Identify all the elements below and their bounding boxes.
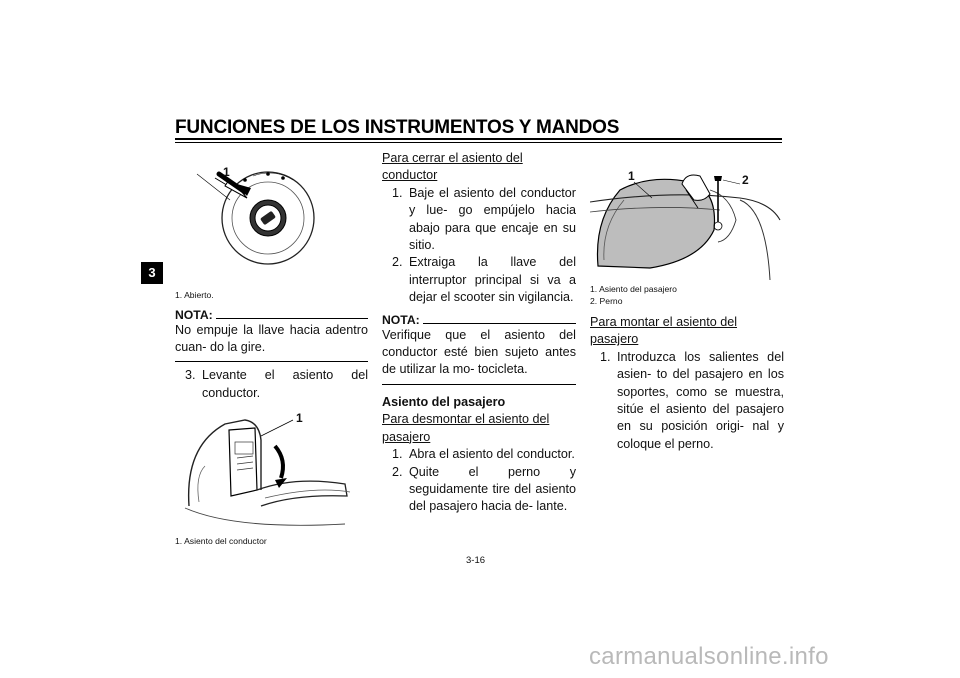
list-item: 1. Baje el asiento del conductor y lue- go empújelo hacia abajo para que encaje en su sitio. xyxy=(392,185,576,253)
figure-passenger-seat xyxy=(590,150,784,307)
page-header-title: FUNCIONES DE LOS INSTRUMENTOS Y MANDOS xyxy=(175,117,620,138)
footer-watermark: carmanualsonline.info xyxy=(589,643,829,670)
driver-seat-illustration xyxy=(175,406,368,534)
chapter-tab: 3 xyxy=(141,262,163,284)
figure2-callout: 1 xyxy=(296,411,303,426)
subheading-install-passenger-seat: Para montar el asiento del pasajero xyxy=(590,315,738,347)
header-rule xyxy=(175,138,782,140)
passenger-seat-illustration xyxy=(590,150,784,282)
figure1-callout: 1 xyxy=(223,165,230,179)
list-item: 2. Quite el perno y seguidamente tire del asiento del pasajero hacia de- lante. xyxy=(392,464,576,514)
list-item: 1. Introduzca los salientes del asien- to del pasajero en los soportes, como se muestra, sitúe el asiento del pasajero en su posición origi- nal y coloque el perno. xyxy=(600,349,784,451)
steps-list xyxy=(175,367,368,402)
caption-line: 1. Asiento del pasajero xyxy=(590,284,677,294)
note-title xyxy=(382,313,576,327)
note-label: NOTA: xyxy=(175,307,213,322)
caption-line: 2. Perno xyxy=(590,295,623,306)
list-item: 3. Levante el asiento del conductor. xyxy=(185,368,368,400)
figure1-caption: 1. Abierto. xyxy=(175,290,214,300)
steps-remove-passenger-seat xyxy=(382,446,576,516)
steps-close-driver-seat xyxy=(382,185,576,307)
note-label: NOTA: xyxy=(382,312,420,327)
figure-driver-seat xyxy=(175,406,368,548)
note-body: No empuje la llave hacia adentro cuan- do la gire. xyxy=(175,322,368,363)
header-rule-thin xyxy=(175,142,782,143)
steps-install-passenger-seat xyxy=(590,349,784,453)
figure3-callout-2: 2 xyxy=(742,173,749,187)
column-3 xyxy=(590,150,784,453)
ignition-switch-illustration xyxy=(175,150,368,288)
note-title xyxy=(175,308,368,322)
list-item: 2. Extraiga la llave del interruptor principal si va a dejar el scooter sin vigilancia. xyxy=(392,255,576,305)
figure2-caption: 1. Asiento del conductor xyxy=(175,536,267,547)
section-heading-passenger-seat: Asiento del pasajero xyxy=(382,394,506,409)
figure-ignition-switch xyxy=(175,150,368,302)
figure3-caption xyxy=(590,284,784,307)
figure3-callout-1: 1 xyxy=(628,169,635,183)
subheading-close-driver-seat: Para cerrar el asiento del conductor xyxy=(382,151,523,183)
subheading-remove-passenger-seat: Para desmontar el asiento del pasajero xyxy=(382,412,550,444)
list-item: 1. Abra el asiento del conductor. xyxy=(392,447,575,462)
note-body: Verifique que el asiento del conductor esté bien sujeto antes de utilizar la mo- tocicleta. xyxy=(382,327,576,385)
column-2 xyxy=(382,150,576,516)
page-number: 3-16 xyxy=(466,555,486,566)
column-1 xyxy=(175,150,368,548)
